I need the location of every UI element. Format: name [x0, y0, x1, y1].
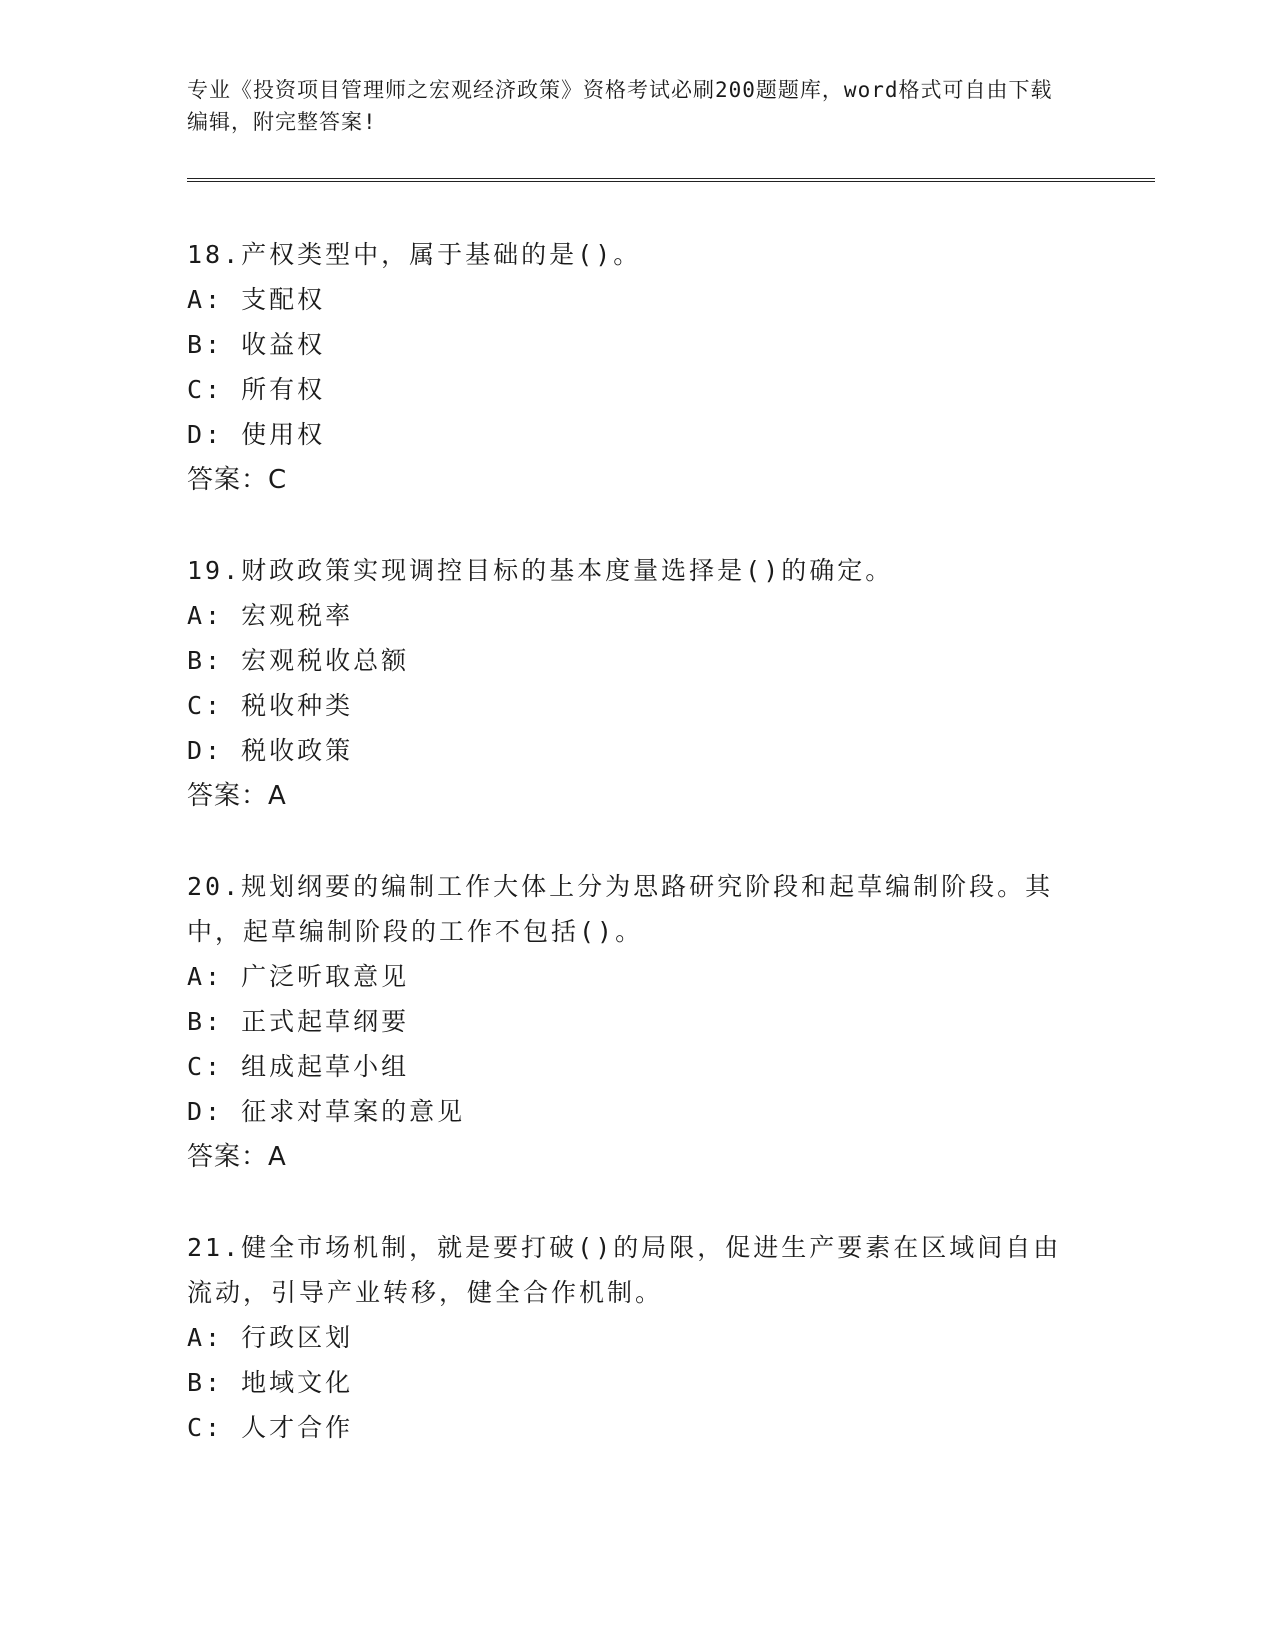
option-d: D: 征求对草案的意见	[187, 1097, 466, 1126]
question-21	[187, 1225, 1087, 1450]
answer-line: 答案：A	[187, 781, 287, 811]
question-18	[187, 232, 1087, 503]
option-c: C: 人才合作	[187, 1413, 354, 1442]
question-stem: 20.规划纲要的编制工作大体上分为思路研究阶段和起草编制阶段。其中，起草编制阶段的工作不包括()。	[187, 872, 1054, 946]
option-a: A: 支配权	[187, 285, 326, 314]
option-c: C: 税收种类	[187, 691, 354, 720]
option-d: D: 税收政策	[187, 736, 354, 765]
question-20	[187, 864, 1087, 1180]
option-b: B: 收益权	[187, 330, 326, 359]
question-19	[187, 548, 1087, 819]
option-c: C: 所有权	[187, 375, 326, 404]
option-a: A: 行政区划	[187, 1323, 354, 1352]
option-a: A: 宏观税率	[187, 601, 354, 630]
header-double-rule	[187, 178, 1155, 182]
question-stem: 21.健全市场机制，就是要打破()的局限，促进生产要素在区域间自由流动，引导产业转移，健全合作机制。	[187, 1233, 1062, 1307]
option-a: A: 广泛听取意见	[187, 962, 410, 991]
option-b: B: 地域文化	[187, 1368, 354, 1397]
question-list	[187, 232, 1087, 1495]
option-d: D: 使用权	[187, 420, 326, 449]
option-b: B: 正式起草纲要	[187, 1007, 410, 1036]
option-b: B: 宏观税收总额	[187, 646, 410, 675]
question-stem: 18.产权类型中，属于基础的是()。	[187, 240, 642, 269]
option-c: C: 组成起草小组	[187, 1052, 410, 1081]
document-header-intro: 专业《投资项目管理师之宏观经济政策》资格考试必刷200题题库，word格式可自由下载编辑，附完整答案!	[187, 78, 1053, 134]
answer-line: 答案：A	[187, 1142, 287, 1172]
answer-line: 答案：C	[187, 465, 288, 495]
question-stem: 19.财政政策实现调控目标的基本度量选择是()的确定。	[187, 556, 894, 585]
